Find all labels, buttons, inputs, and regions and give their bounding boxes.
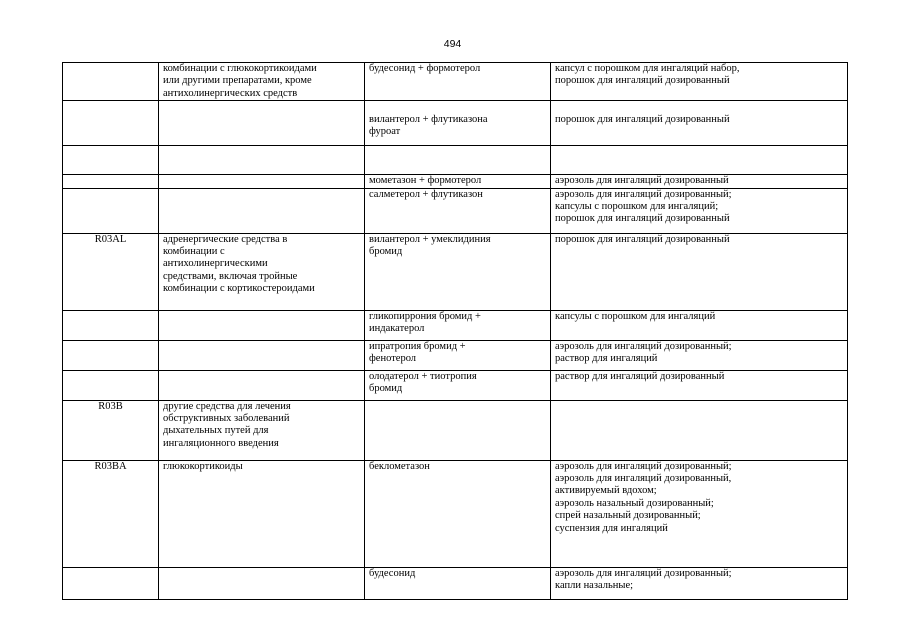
drug-cell — [365, 233, 551, 310]
drug-cell — [365, 101, 551, 146]
form-line: порошок для ингаляций дозированный — [555, 213, 730, 225]
form-line: аэрозоль назальный дозированный; — [555, 497, 714, 509]
form-cell — [551, 233, 848, 310]
drug-line: бромид — [369, 383, 403, 395]
form-cell — [551, 370, 848, 400]
group-cell — [159, 188, 365, 233]
drug-line: олодатерол + тиотропия — [369, 370, 477, 382]
form-line: порошок для ингаляций дозированный — [555, 233, 730, 245]
drug-cell — [365, 146, 551, 175]
drug-cell — [365, 188, 551, 233]
drug-line: фуроат — [369, 126, 401, 138]
drug-line: ипратропия бромид + — [369, 340, 466, 352]
group-cell — [159, 567, 365, 599]
form-cell — [551, 340, 848, 370]
drug-cell — [365, 567, 551, 599]
drug-line: гликопиррония бромид + — [369, 310, 481, 322]
drug-line: бромид — [369, 246, 403, 258]
group-line: комбинации с — [163, 246, 225, 258]
form-cell — [551, 188, 848, 233]
code-cell — [63, 175, 159, 188]
table-row — [63, 146, 848, 175]
form-line — [555, 101, 843, 113]
table-body — [63, 63, 848, 600]
drug-line — [369, 101, 546, 113]
form-line: аэрозоль для ингаляций дозированный; — [555, 460, 732, 472]
group-cell — [159, 340, 365, 370]
table-row — [63, 188, 848, 233]
table-row — [63, 340, 848, 370]
form-line: аэрозоль для ингаляций дозированный; — [555, 567, 732, 579]
group-cell — [159, 310, 365, 340]
table-row — [63, 63, 848, 101]
group-line: комбинации с кортикостероидами — [163, 283, 315, 295]
group-cell — [159, 146, 365, 175]
group-cell — [159, 63, 365, 101]
form-cell — [551, 400, 848, 460]
form-line: порошок для ингаляций дозированный — [555, 75, 730, 87]
form-line: суспензия для ингаляций — [555, 522, 668, 534]
table-row — [63, 400, 848, 460]
drug-cell — [365, 310, 551, 340]
group-line: обструктивных заболеваний — [163, 413, 290, 425]
table-row — [63, 460, 848, 567]
code-cell — [63, 340, 159, 370]
code-cell — [63, 567, 159, 599]
drug-cell — [365, 370, 551, 400]
form-cell — [551, 63, 848, 101]
drug-line: беклометазон — [369, 460, 430, 472]
group-line: дыхательных путей для — [163, 425, 269, 437]
drug-line: салметерол + флутиказон — [369, 188, 483, 200]
code-cell — [63, 63, 159, 101]
code-cell: R03B — [63, 400, 159, 460]
group-line: средствами, включая тройные — [163, 270, 298, 282]
table-row — [63, 370, 848, 400]
form-cell — [551, 146, 848, 175]
code-cell — [63, 310, 159, 340]
drug-line: индакатерол — [369, 323, 425, 335]
drug-line: будесонид + формотерол — [369, 63, 481, 74]
group-cell — [159, 101, 365, 146]
code-cell — [63, 370, 159, 400]
table-row — [63, 233, 848, 310]
drug-cell — [365, 63, 551, 101]
form-line: аэрозоль для ингаляций дозированный, — [555, 473, 732, 485]
drug-cell — [365, 460, 551, 567]
group-line: адренергические средства в — [163, 233, 288, 245]
form-line: раствор для ингаляций — [555, 353, 658, 365]
drug-line: будесонид — [369, 567, 416, 579]
group-cell — [159, 233, 365, 310]
form-cell — [551, 567, 848, 599]
group-line: антихолинергическими — [163, 258, 268, 270]
group-cell — [159, 175, 365, 188]
code-cell: R03BA — [63, 460, 159, 567]
form-line: спрей назальный дозированный; — [555, 510, 701, 522]
medication-table — [62, 62, 848, 600]
form-line: аэрозоль для ингаляций дозированный; — [555, 188, 732, 200]
form-line: капсулы с порошком для ингаляций; — [555, 201, 719, 213]
group-line: комбинации с глюкокортикоидами — [163, 63, 317, 74]
form-line: аэрозоль для ингаляций дозированный — [555, 175, 729, 187]
group-line: ингаляционного введения — [163, 437, 279, 449]
code-cell — [63, 101, 159, 146]
drug-line: фенотерол — [369, 353, 417, 365]
form-line: порошок для ингаляций дозированный — [555, 113, 730, 125]
group-cell — [159, 460, 365, 567]
form-cell — [551, 310, 848, 340]
drug-line: вилантерол + умеклидиния — [369, 233, 491, 245]
form-line: аэрозоль для ингаляций дозированный; — [555, 340, 732, 352]
form-line: капли назальные; — [555, 580, 634, 592]
group-cell — [159, 370, 365, 400]
drug-line: вилантерол + флутиказона — [369, 113, 488, 125]
form-line: раствор для ингаляций дозированный — [555, 370, 725, 382]
page-number: 494 — [443, 38, 462, 50]
drug-line: мометазон + формотерол — [369, 175, 482, 187]
group-line: глюкокортикоиды — [163, 460, 243, 472]
table-row — [63, 310, 848, 340]
group-line: другие средства для лечения — [163, 400, 291, 412]
form-cell — [551, 460, 848, 567]
code-cell — [63, 188, 159, 233]
drug-cell — [365, 400, 551, 460]
drug-cell — [365, 340, 551, 370]
form-cell — [551, 175, 848, 188]
drug-cell — [365, 175, 551, 188]
code-cell — [63, 146, 159, 175]
group-cell — [159, 400, 365, 460]
form-line: капсулы с порошком для ингаляций — [555, 310, 716, 322]
table-row — [63, 175, 848, 188]
form-line: активируемый вдохом; — [555, 485, 657, 497]
form-line: капсул с порошком для ингаляций набор, — [555, 63, 740, 74]
table-row — [63, 101, 848, 146]
form-cell — [551, 101, 848, 146]
table-row — [63, 567, 848, 599]
group-line: антихолинергических средств — [163, 87, 298, 99]
code-cell: R03AL — [63, 233, 159, 310]
group-line: или другими препаратами, кроме — [163, 75, 312, 87]
